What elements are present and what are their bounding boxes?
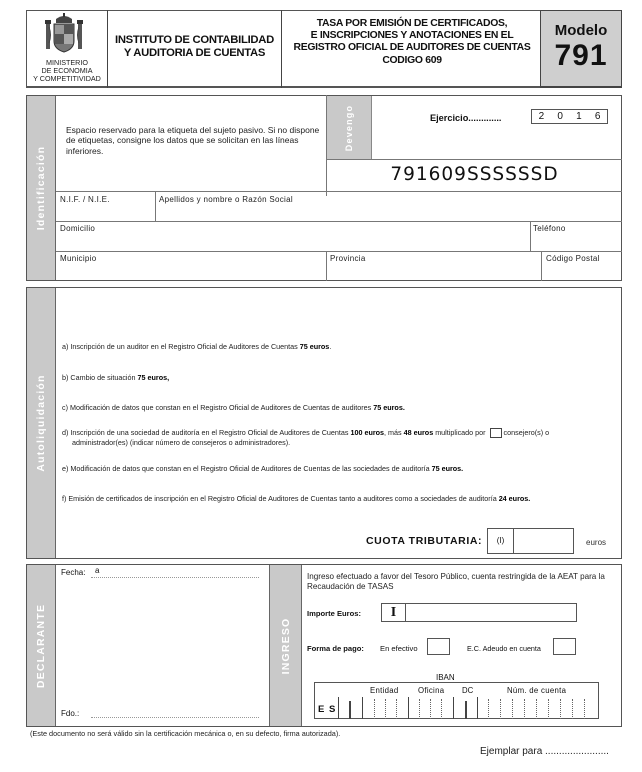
domicilio-label: Domicilio [60,224,96,233]
importe-euros-input[interactable] [405,603,577,622]
firma-label: Fdo.: [61,709,80,718]
municipio-label: Municipio [60,254,97,263]
provincia-input[interactable] [327,252,541,280]
provincia-label: Provincia [330,254,366,263]
consejeros-count-input[interactable] [490,428,502,438]
ingreso-label-band: INGRESO [269,565,302,726]
cuota-tributaria-input[interactable] [513,528,574,554]
telefono-input[interactable] [531,222,622,251]
modelo-box [540,10,622,88]
tasa-item-d: d) Inscripción de una sociedad de auditoría en el Registro Oficial de Auditores de Cuentas 100 euros, más 48 euros multiplicado por consejero(s) o administrador(es) (indicar número de consejeros o administradores). [62,428,550,448]
devengo-label-band: Devengo [327,96,372,159]
adeudo-checkbox[interactable] [553,638,576,655]
nombre-input[interactable] [156,192,622,221]
efectivo-checkbox[interactable] [427,638,450,655]
iban-col-dc: DC [462,686,474,695]
cuota-tributaria-label: CUOTA TRIBUTARIA: [366,535,483,547]
iban-country: E S [318,704,337,715]
autoliquidacion-section [26,287,622,559]
ejercicio-label: Ejercicio............. [430,113,502,123]
codigo-postal-input[interactable] [542,252,622,280]
cuota-code-cell: (I) [487,528,514,554]
tasa-item-f: f) Emisión de certificados de inscripción en el Registro Oficial de Auditores de Cuentas tanto a auditores como a sociedades de auditoría 24 euros. [62,494,531,503]
identificacion-label-band: Identificación [27,96,56,280]
telefono-label: Teléfono [533,224,566,233]
fecha-label: Fecha: [61,568,86,577]
tasa-item-e: e) Modificación de datos que constan en el Registro Oficial de Auditores de Cuentas de las sociedades de auditoría 75 euros. [62,464,464,473]
nif-input[interactable] [57,192,155,221]
autoliquidacion-label-band: Autoliquidación [27,288,56,558]
cuota-unit: euros [586,538,607,547]
ministry-name: MINISTERIO DE ECONOMIA Y COMPETITIVIDAD [33,58,101,83]
ingreso-text: Ingreso efectuado a favor del Tesoro Público, cuenta restringida de la AEAT para la Recaudación de TASAS [307,572,605,591]
codigo-postal-label: Código Postal [546,254,600,263]
ejercicio-input[interactable]: 2 0 1 6 [531,109,608,124]
firma-input[interactable] [91,706,259,718]
coat-of-arms-icon [44,13,84,55]
iban-col-cuenta: Núm. de cuenta [507,686,567,695]
fecha-input[interactable]: a [91,566,259,578]
importe-code-cell: I [381,603,406,622]
iban-col-oficina: Oficina [418,686,445,695]
modelo-number: 791 [554,39,608,72]
iban-col-entidad: Entidad [370,686,399,695]
modelo-label: Modelo [554,22,608,39]
municipio-input[interactable] [57,252,326,280]
nif-label: N.I.F. / N.I.E. [60,195,110,204]
importe-label: Importe Euros: [307,609,362,618]
iban-label: IBAN [433,673,458,682]
sujeto-pasivo-label-area: Espacio reservado para la etiqueta del sujeto pasivo. Si no dispone de etiquetas, consigne los datos que se solicitan en las líneas inferiores. [66,125,320,156]
institute-name: INSTITUTO DE CONTABILIDAD Y AUDITORIA DE CUENTAS [114,34,275,59]
iban-input[interactable] [338,697,599,719]
form-title: TASA POR EMISIÓN DE CERTIFICADOS, E INSCRIPCIONES Y ANOTACIONES EN EL REGISTRO OFICIAL DE AUDITORES DE CUENTAS CODIGO 609 [293,18,531,66]
adeudo-label: E.C. Adeudo en cuenta [467,644,541,653]
justificante-number: 791609SSSSSSD [390,164,559,185]
nombre-label: Apellidos y nombre o Razón Social [159,195,293,204]
tasa-item-c: c) Modificación de datos que constan en el Registro Oficial de Auditores de Cuentas de auditores 75 euros. [62,403,405,412]
domicilio-input[interactable] [57,222,530,251]
validity-note: (Este documento no será válido sin la certificación mecánica o, en su defecto, firma autorizada). [30,729,341,738]
tasa-item-a: a) Inscripción de un auditor en el Registro Oficial de Auditores de Cuentas 75 euros. [62,342,332,351]
divider [326,159,622,160]
forma-pago-label: Forma de pago: [307,644,364,653]
tasa-item-b: b) Cambio de situación 75 euros, [62,373,170,382]
declarante-label-band: DECLARANTE [27,565,56,726]
ejemplar-para: Ejemplar para ....................... [480,746,609,757]
efectivo-label: En efectivo [380,644,418,653]
